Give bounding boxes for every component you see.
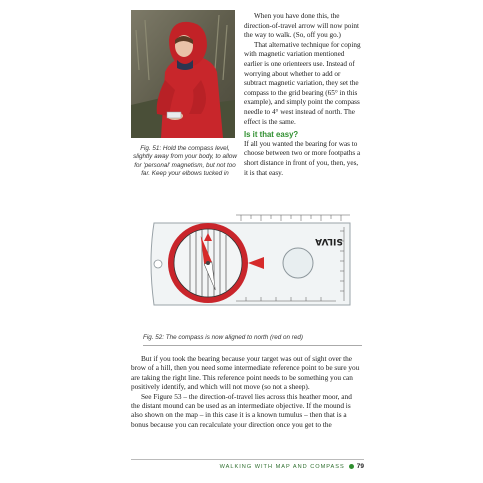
- footer-divider: [131, 459, 364, 460]
- paragraph: But if you took the bearing because your target was out of sight over the brow of a hill, then you need some intermediate reference point to be sure you are taking the right line. This reference point needs to be something you can positively identify, and which will not move (so not a sheep).: [131, 354, 360, 392]
- bullet-icon: [349, 464, 354, 469]
- paragraph: When you have done this, the direction-of-travel arrow will now point the way to walk. (So, off you go.): [244, 12, 359, 40]
- walker-holding-compass-image: [131, 10, 235, 138]
- paragraph: That alternative technique for coping with magnetic variation mentioned earlier is one orienteers use. Instead of worrying about whether to add or subtract magnetic variation, they set the compass to the grid bearing (65° in this example), and simply point the compass needle to 4° west instead of north. The effect is the same.: [244, 40, 361, 126]
- figure-52-caption: Fig. 52: The compass is now aligned to north (red on red): [143, 334, 303, 341]
- right-column-text: [244, 12, 362, 178]
- caption-divider: [143, 345, 362, 346]
- section-heading: Is it that easy?: [244, 130, 299, 140]
- bottom-body-text: [131, 354, 362, 429]
- baseplate-compass-image: [146, 205, 356, 323]
- paragraph: See Figure 53 – the direction-of-travel lies across this heather moor, and the distant mound can be used as an intermediate objective. If the mound is also shown on the map – in this case it is a known tumulus – then that is a bonus because you can recalculate your direction once you get to the: [131, 391, 352, 429]
- page-footer: [131, 463, 364, 470]
- paragraph: If all you wanted the bearing for was to choose between two or more footpaths a short distance in front of you, then, yes, it is that easy.: [244, 139, 361, 177]
- figure-51-caption: Fig. 51: Hold the compass level, slightly away from your body, to allow for 'personal' magnetism, but not too far. Keep your elbows tucked in: [133, 145, 237, 177]
- page-number: 79: [356, 463, 364, 470]
- running-head: WALKING WITH MAP AND COMPASS: [219, 464, 345, 470]
- figure-52-compass: [146, 205, 356, 323]
- compass-brand-label: SILVA: [315, 236, 343, 246]
- figure-51-photo: [131, 10, 235, 138]
